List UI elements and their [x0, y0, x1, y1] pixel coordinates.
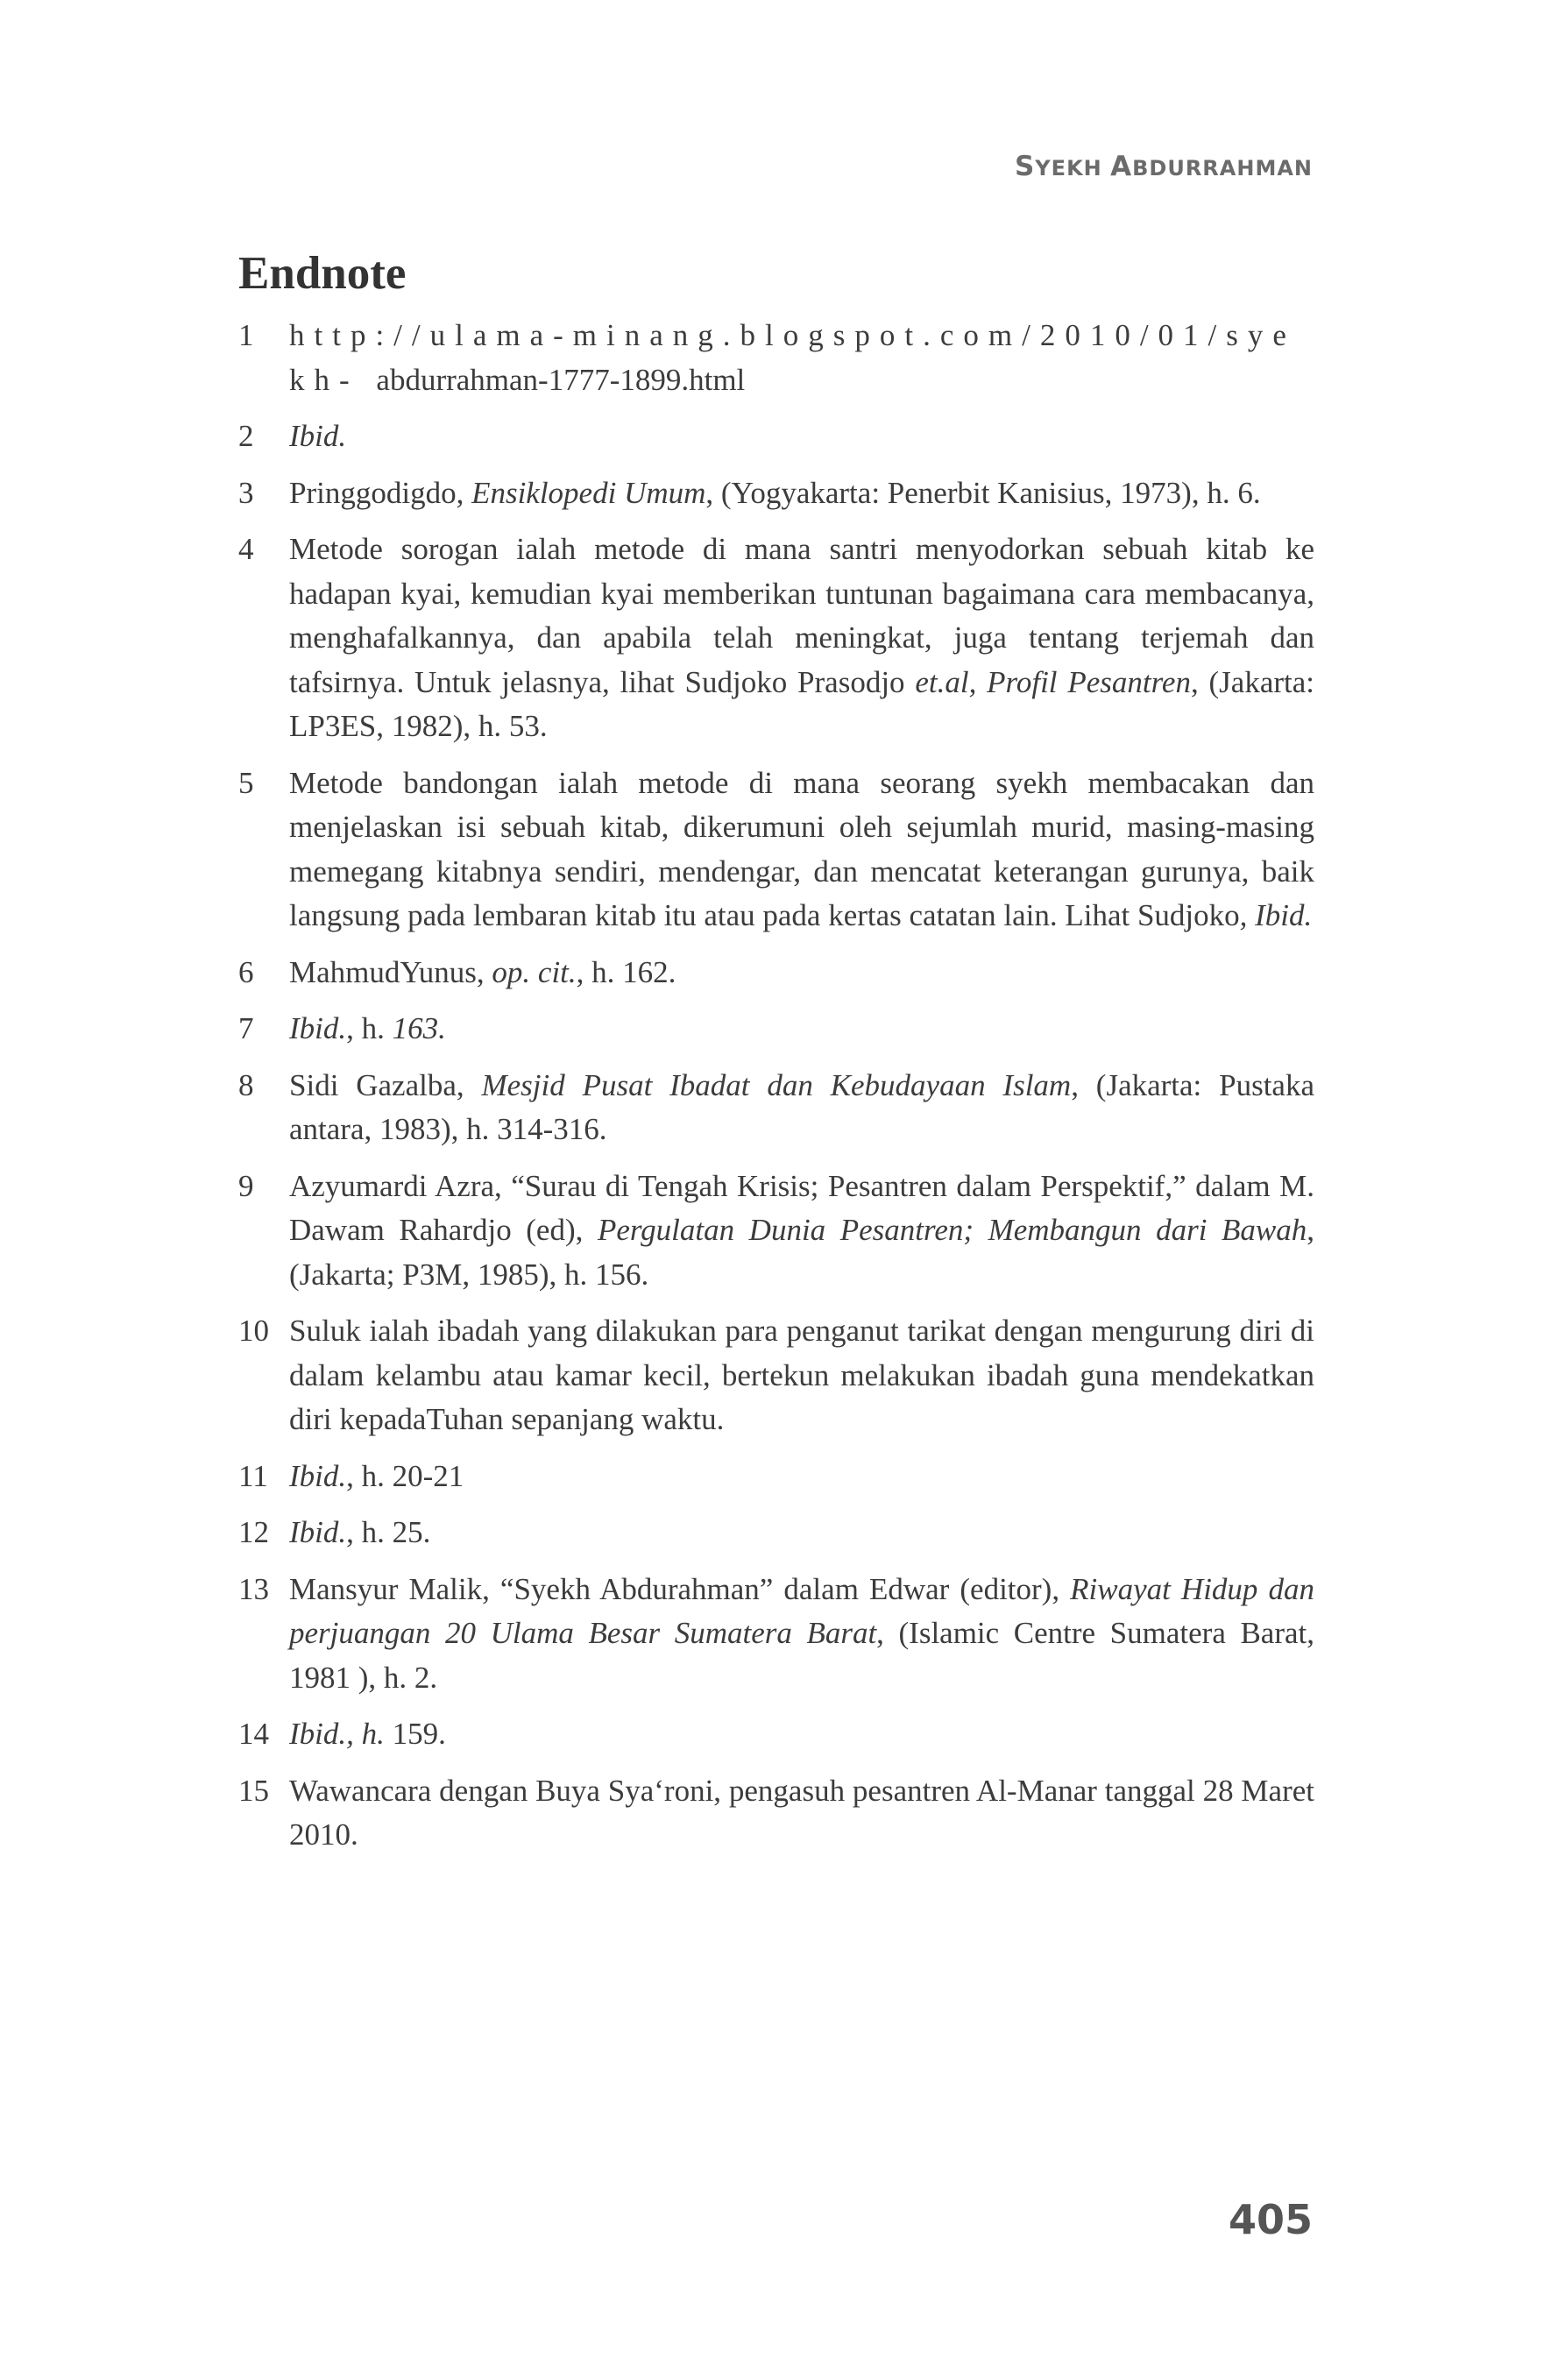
endnote-text	[289, 1165, 1314, 1298]
endnote-item	[238, 1064, 1314, 1152]
endnote-text	[289, 1568, 1314, 1701]
endnote-item	[238, 1007, 1314, 1052]
endnote-item	[238, 951, 1314, 995]
endnote-book-title: Pergulatan Dunia Pesantren; Membangun dari Bawah	[597, 1213, 1307, 1247]
endnote-text	[289, 528, 1314, 749]
endnote-number: 12	[238, 1515, 269, 1549]
endnote-opcit: op. cit.	[492, 954, 577, 989]
section-title: Endnote	[238, 248, 407, 299]
endnote-number: 3	[238, 475, 254, 510]
page-number: 405	[1228, 2196, 1313, 2243]
endnote-list	[238, 314, 1314, 1870]
endnote-text-part: Metode sorogan ialah metode di mana santri menyodorkan sebuah kitab ke hadapan kyai, kemudian kyai memberikan tuntunan bagaimana cara membacanya, menghafalkannya, dan apabila telah meningkat, juga tentang terjemah dan tafsirnya. Untuk jelasnya, lihat Sudjoko Prasodjo	[289, 532, 1314, 699]
endnote-ibid: Ibid.	[289, 1458, 347, 1493]
endnote-book-title: Profil Pesantren	[987, 664, 1191, 699]
endnote-ibid: Ibid., h.	[289, 1717, 385, 1751]
endnote-text-part: MahmudYunus,	[289, 954, 492, 989]
endnote-text	[289, 471, 1314, 516]
endnote-text-part: , h. 162.	[576, 954, 676, 989]
endnote-book-title: Ensiklopedi Umum	[471, 475, 706, 510]
endnote-text	[289, 761, 1314, 939]
endnote-text	[289, 1455, 1314, 1499]
running-head-word: BDURRAHMAN	[1132, 156, 1313, 181]
endnote-number: 7	[238, 1011, 254, 1045]
endnote-ibid: , Ibid.	[1239, 898, 1313, 932]
endnote-item	[238, 314, 1314, 402]
endnote-item	[238, 1165, 1314, 1298]
running-head-word: YEKH	[1035, 156, 1102, 181]
endnote-text	[289, 314, 1314, 402]
endnote-text-part: 159.	[384, 1717, 446, 1751]
endnote-item	[238, 761, 1314, 939]
endnote-number: 1	[238, 318, 254, 352]
endnote-text-part: , (Jakarta: Pustaka antara, 1983), h. 314-316.	[289, 1067, 1314, 1146]
endnote-number: 6	[238, 954, 254, 989]
endnote-ibid: Ibid.	[289, 419, 347, 453]
endnote-number: 15	[238, 1773, 269, 1808]
endnote-text	[289, 1007, 1314, 1052]
endnote-number: 11	[238, 1458, 268, 1493]
endnote-url: http://ulama-minang.blogspot.com/2010/01/syekh-	[289, 318, 1296, 397]
endnote-number: 14	[238, 1717, 269, 1751]
endnote-text-part: , h. 25.	[346, 1515, 431, 1549]
endnote-text-part: Metode bandongan ialah metode di mana seorang syekh membacakan dan menjelaskan isi sebuah kitab, dikerumuni oleh sejumlah murid, masing-masing memegang kitabnya sendiri, mendengar, dan mencatat keterangan gurunya, baik langsung pada lembaran kitab itu atau pada kertas catatan lain. Lihat Sudjoko	[289, 765, 1314, 932]
endnote-text-part: , (Islamic Centre Sumatera Barat, 1981 ), h. 2.	[289, 1616, 1314, 1695]
endnote-text-part: , (Jakarta: LP3ES, 1982), h. 53.	[289, 664, 1314, 743]
endnote-item	[238, 1769, 1314, 1858]
endnote-number: 8	[238, 1067, 254, 1102]
endnote-number: 13	[238, 1571, 269, 1606]
endnote-item	[238, 1712, 1314, 1757]
endnote-number: 4	[238, 532, 254, 566]
endnote-item	[238, 528, 1314, 749]
endnote-text: Suluk ialah ibadah yang dilakukan para penganut tarikat dengan mengurung diri di dalam kelambu atau kamar kecil, bertekun melakukan ibadah guna mendekatkan diri kepadaTuhan sepanjang waktu.	[289, 1314, 1314, 1436]
endnote-text-part: , h.	[346, 1011, 393, 1045]
endnote-text	[289, 1712, 1314, 1757]
endnote-text-part: Pringgodigdo,	[289, 475, 472, 510]
endnote-number: 10	[238, 1314, 269, 1348]
endnote-text: Wawancara dengan Buya Sya‘roni, pengasuh pesantren Al-Manar tanggal 28 Maret 2010.	[289, 1773, 1314, 1852]
endnote-item	[238, 1511, 1314, 1555]
endnote-page: 163.	[392, 1011, 446, 1045]
endnote-text-part: Sidi Gazalba,	[289, 1067, 482, 1102]
endnote-text	[289, 414, 1314, 459]
endnote-text-part: , (Yogyakarta: Penerbit Kanisius, 1973), h. 6.	[705, 475, 1261, 510]
endnote-ibid: Ibid.	[289, 1011, 347, 1045]
running-head-initial: A	[1110, 151, 1133, 182]
endnote-text-part: , h. 20-21	[346, 1458, 464, 1493]
endnote-book-title: Riwayat Hidup dan perjuangan 20 Ulama Besar Sumatera Barat	[289, 1571, 1314, 1650]
endnote-item	[238, 1568, 1314, 1701]
endnote-book-title: Mesjid Pusat Ibadat dan Kebudayaan Islam	[481, 1067, 1072, 1102]
endnote-text	[289, 1064, 1314, 1152]
endnote-item	[238, 414, 1314, 459]
endnote-number: 9	[238, 1168, 254, 1203]
endnote-url-tail: abdurrahman-1777-1899.html	[376, 362, 746, 397]
endnote-text	[289, 951, 1314, 995]
running-head-initial: S	[1014, 151, 1036, 182]
endnote-item	[238, 471, 1314, 516]
endnote-text	[289, 1511, 1314, 1555]
running-head	[1015, 151, 1313, 182]
endnote-ibid: Ibid.	[289, 1515, 347, 1549]
endnote-item	[238, 1309, 1314, 1442]
endnote-number: 5	[238, 765, 254, 800]
endnote-text-part: , (Jakarta; P3M, 1985), h. 156.	[289, 1213, 1314, 1292]
endnote-etal: et.al,	[915, 664, 977, 699]
endnote-text-part: Mansyur Malik, “Syekh Abdurahman” dalam Edwar (editor),	[289, 1571, 1071, 1606]
endnote-text-part: Azyumardi Azra, “Surau di Tengah Krisis; Pesantren dalam Perspektif,” dalam M. Dawam Rahardjo (ed),	[289, 1168, 1314, 1247]
endnote-item	[238, 1455, 1314, 1499]
endnote-number: 2	[238, 419, 254, 453]
